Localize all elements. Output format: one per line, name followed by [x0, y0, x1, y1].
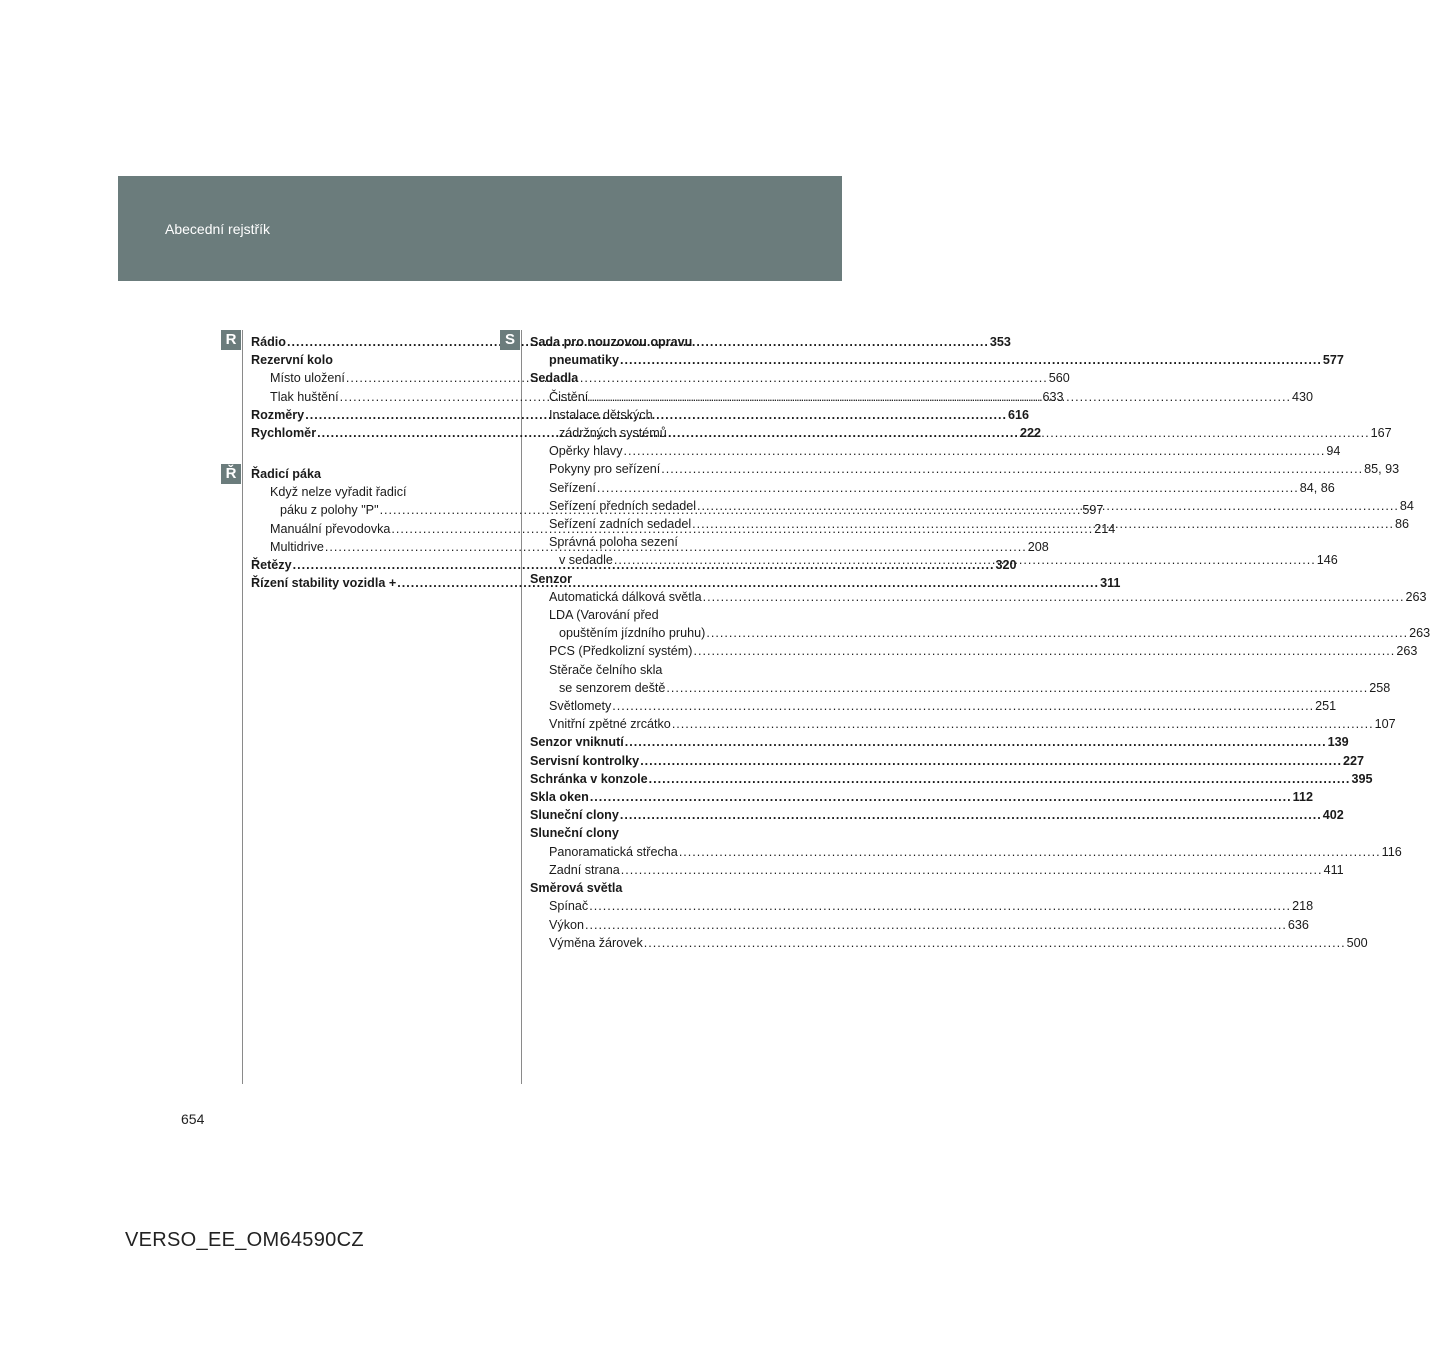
- dot-leader: [620, 351, 1322, 369]
- index-entry-text: Řadicí páka: [251, 467, 321, 481]
- index-entry-text: Manuální převodovka: [270, 521, 391, 536]
- index-entry-text: Rychloměr: [251, 426, 317, 441]
- index-entry-text: opuštěním jízdního pruhu): [559, 626, 706, 641]
- index-entry: [530, 642, 1418, 660]
- index-entry-text: Výkon: [549, 917, 585, 932]
- index-entry: [530, 406, 750, 424]
- index-entry: [530, 679, 1391, 697]
- index-entry-text: Sluneční clony: [530, 808, 619, 823]
- dot-leader: [612, 697, 1314, 715]
- index-entry-text: Světlomety: [549, 699, 612, 714]
- dot-leader: [703, 588, 1405, 606]
- index-entry: [251, 465, 471, 483]
- index-entry: [530, 479, 1335, 497]
- index-entry-text: Instalace dětských: [549, 407, 653, 422]
- index-entry: [530, 333, 750, 351]
- index-entry: [530, 533, 750, 551]
- index-entry-text: se senzorem deště: [559, 680, 666, 695]
- dot-leader: [661, 460, 1363, 478]
- index-entry-page: 227: [1343, 753, 1365, 768]
- dot-leader: [589, 388, 1291, 406]
- dot-leader: [649, 770, 1351, 788]
- index-entry-page: 616: [1008, 407, 1030, 422]
- dot-leader: [625, 733, 1327, 751]
- index-entry-page: 500: [1346, 935, 1368, 950]
- index-entry-text: Sada pro nouzovou opravu: [530, 335, 693, 349]
- index-entry-page: 633: [1042, 389, 1064, 404]
- index-entry: [530, 351, 1344, 369]
- index-entry-text: Zadní strana: [549, 862, 620, 877]
- index-entry-text: Řetězy: [251, 558, 292, 573]
- index-entry-text: Rozměry: [251, 407, 305, 422]
- dot-leader: [693, 642, 1395, 660]
- index-entry-text: Stěrače čelního skla: [549, 662, 663, 677]
- index-entry-text: PCS (Předkolizní systém): [549, 644, 693, 659]
- index-entry-text: zádržných systémů: [559, 426, 667, 441]
- dot-leader: [697, 497, 1399, 515]
- index-entry-page: 560: [1048, 371, 1070, 386]
- index-entry: [530, 824, 750, 842]
- column-divider-right: [521, 330, 522, 1084]
- index-entry-text: Správná poloha sezení: [549, 535, 678, 550]
- index-entry: [251, 351, 471, 369]
- letter-tab-s: S: [500, 330, 520, 350]
- index-entry-text: Výměna žárovek: [549, 935, 643, 950]
- index-entry-page: 636: [1287, 917, 1309, 932]
- index-entry: [530, 752, 1365, 770]
- index-entry-page: 208: [1027, 539, 1049, 554]
- index-entry-text: Sedadla: [530, 371, 579, 386]
- index-entry: [530, 715, 1396, 733]
- index-entry-text: Seřízení: [549, 480, 596, 495]
- index-entry-text: Schránka v konzole: [530, 771, 648, 786]
- dot-leader: [585, 916, 1287, 934]
- index-entry-page: 112: [1292, 790, 1313, 805]
- index-entry-page: 577: [1322, 353, 1344, 368]
- index-entry-page: 597: [1082, 503, 1104, 518]
- index-entry-text: Tlak huštění: [270, 389, 339, 404]
- index-entry: [530, 661, 750, 679]
- dot-leader: [620, 806, 1322, 824]
- index-entry-page: 139: [1327, 735, 1349, 750]
- dot-leader: [668, 424, 1370, 442]
- index-entry-page: 84, 86: [1299, 480, 1335, 495]
- index-entry: [530, 624, 1430, 642]
- index-entry-page: 85, 93: [1364, 462, 1400, 477]
- index-entry-text: Vnitřní zpětné zrcátko: [549, 717, 671, 732]
- index-entry-page: 402: [1322, 808, 1344, 823]
- index-entry-page: 263: [1409, 626, 1430, 641]
- index-entry-text: Seřízení předních sedadel: [549, 498, 697, 513]
- dot-leader: [590, 788, 1292, 806]
- index-entry-text: Rezervní kolo: [251, 353, 333, 368]
- index-entry: [530, 861, 1344, 879]
- dot-leader: [614, 551, 1316, 569]
- index-entry: [530, 369, 750, 387]
- index-entry-text: Čistění: [549, 389, 589, 404]
- index-entry-page: 84: [1399, 498, 1414, 513]
- dot-leader: [589, 897, 1291, 915]
- index-entry-text: v sedadle: [559, 553, 613, 568]
- dot-leader: [666, 679, 1368, 697]
- index-entry-page: 263: [1405, 589, 1427, 604]
- index-entry-text: Opěrky hlavy: [549, 444, 623, 459]
- index-entry-page: 116: [1381, 844, 1402, 859]
- index-entry: [530, 843, 1402, 861]
- index-entry: [530, 879, 750, 897]
- index-entry-text: Automatická dálková světla: [549, 589, 702, 604]
- index-entry-text: LDA (Varování před: [549, 608, 659, 623]
- column-divider-left: [242, 330, 243, 1084]
- index-entry-text: Sluneční clony: [530, 826, 619, 841]
- index-entry: [530, 588, 1427, 606]
- page-title: Abecední rejstřík: [165, 221, 271, 237]
- index-entry-page: 146: [1316, 553, 1338, 568]
- index-entry: [530, 697, 1337, 715]
- index-entry-text: Směrová světla: [530, 881, 623, 896]
- index-entry-page: 86: [1394, 517, 1409, 532]
- index-entry-page: 167: [1370, 426, 1392, 441]
- index-entry-page: 320: [995, 558, 1017, 573]
- index-entry: [530, 733, 1349, 751]
- index-entry-text: Místo uložení: [270, 371, 345, 386]
- index-entry-page: 395: [1351, 771, 1373, 786]
- index-entry-text: Když nelze vyřadit řadicí: [270, 485, 407, 500]
- index-entry-text: Skla oken: [530, 790, 589, 805]
- dot-leader: [692, 515, 1394, 533]
- index-entry-text: Panoramatická střecha: [549, 844, 678, 859]
- index-entry-page: 258: [1369, 680, 1391, 695]
- index-entry: [530, 916, 1309, 934]
- index-entry: [530, 770, 1373, 788]
- index-entry-text: Seřízení zadních sedadel: [549, 517, 692, 532]
- index-entry-page: 107: [1374, 717, 1396, 732]
- index-entry-text: Rádio: [251, 335, 286, 349]
- index-entry-page: 94: [1326, 444, 1341, 459]
- page-number: 654: [181, 1111, 205, 1127]
- letter-tab-r: R: [221, 330, 241, 350]
- dot-leader: [706, 624, 1408, 642]
- index-entry: [530, 606, 750, 624]
- index-entry-text: pneumatiky: [549, 353, 619, 368]
- index-entry-text: páku z polohy "P": [280, 503, 379, 518]
- index-entry-page: 251: [1315, 699, 1337, 714]
- index-entry-text: Pokyny pro seřízení: [549, 462, 661, 477]
- index-entry-page: 353: [989, 335, 1011, 349]
- document-code: VERSO_EE_OM64590CZ: [125, 1229, 364, 1251]
- index-entry: [530, 570, 750, 588]
- index-entry-page: 214: [1094, 521, 1116, 536]
- index-entry-page: 430: [1292, 389, 1314, 404]
- index-entry-text: Servisní kontrolky: [530, 753, 640, 768]
- index-entry: [530, 897, 1314, 915]
- index-entry-text: Senzor: [530, 571, 572, 586]
- dot-leader: [679, 843, 1381, 861]
- dot-leader: [597, 479, 1299, 497]
- index-entry: [530, 460, 1400, 478]
- index-entry-page: 311: [1100, 576, 1121, 591]
- section-header-bar: [118, 176, 842, 281]
- index-entry-text: Spínač: [549, 899, 589, 914]
- index-entry: [530, 806, 1344, 824]
- index-entry: [251, 483, 471, 501]
- index-entry-text: Řízení stability vozidla +: [251, 576, 397, 591]
- index-entry: [530, 788, 1313, 806]
- index-entry: [530, 934, 1368, 952]
- dot-leader: [640, 752, 1342, 770]
- dot-leader: [621, 861, 1323, 879]
- index-entry-page: 222: [1019, 426, 1041, 441]
- index-entry-page: 218: [1292, 899, 1314, 914]
- index-entry-page: 263: [1396, 644, 1418, 659]
- dot-leader: [672, 715, 1374, 733]
- dot-leader: [624, 442, 1326, 460]
- index-entry-text: Senzor vniknutí: [530, 735, 624, 750]
- index-entry-page: 411: [1323, 862, 1344, 877]
- letter-tab-rcaron: Ř: [221, 464, 241, 484]
- index-entry-text: Multidrive: [270, 539, 324, 554]
- index-entry: [530, 442, 1341, 460]
- dot-leader: [644, 934, 1346, 952]
